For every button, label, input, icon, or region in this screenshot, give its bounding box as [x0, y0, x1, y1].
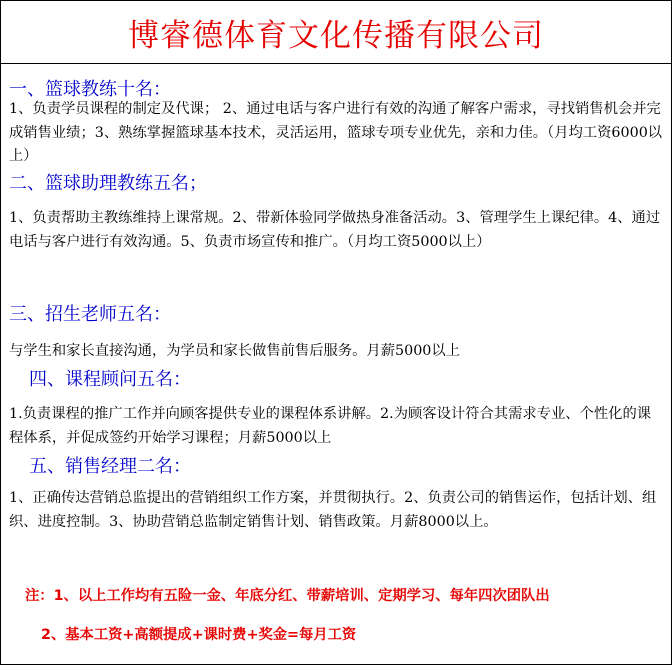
title-box — [1, 1, 671, 64]
heading-assistant-coach: 二、篮球助理教练五名； — [9, 173, 207, 194]
body-basketball-coach: 1、负责学员课程的制定及代课； 2、通过电话与客户进行有效的沟通了解客户需求，寻找销售机会并完成销售业绩；3、熟练掌握篮球基本技术，灵活运用，篮球专项专业优先，亲和力佳。（月均工资6000以上） — [9, 101, 663, 164]
heading-sales-manager: 五、销售经理二名： — [29, 456, 191, 477]
body-enrollment-teacher: 与学生和家长直接沟通，为学员和家长做售前售后服务。月薪5000以上 — [9, 343, 460, 359]
heading-course-consultant: 四、课程顾问五名： — [29, 369, 191, 390]
note-salary-formula: 2、基本工资+高额提成+课时费+奖金=每月工资 — [41, 627, 357, 643]
heading-basketball-coach: 一、篮球教练十名： — [9, 79, 171, 100]
body-course-consultant: 1.负责课程的推广工作并向顾客提供专业的课程体系讲解。2.为顾客设计符合其需求专业、个性化的课程体系，并促成签约开始学习课程；月薪5000以上 — [9, 406, 652, 446]
body-assistant-coach: 1、负责帮助主教练维持上课常规。2、带新体验同学做热身准备活动。3、管理学生上课纪律。4、通过电话与客户进行有效沟通。5、负责市场宣传和推广。（月均工资5000以上） — [9, 210, 661, 250]
body-sales-manager: 1、正确传达营销总监提出的营销组织工作方案，并贯彻执行。2、负责公司的销售运作，包括计划、组织、进度控制。3、协助营销总监制定销售计划、销售政策。月薪8000以上。 — [9, 490, 657, 530]
company-title: 博睿德体育文化传播有限公司 — [128, 17, 544, 54]
note-benefits: 注：1、以上工作均有五险一金、年底分红、带薪培训、定期学习、每年四次团队出 — [25, 588, 550, 604]
heading-enrollment-teacher: 三、招生老师五名： — [9, 304, 171, 325]
